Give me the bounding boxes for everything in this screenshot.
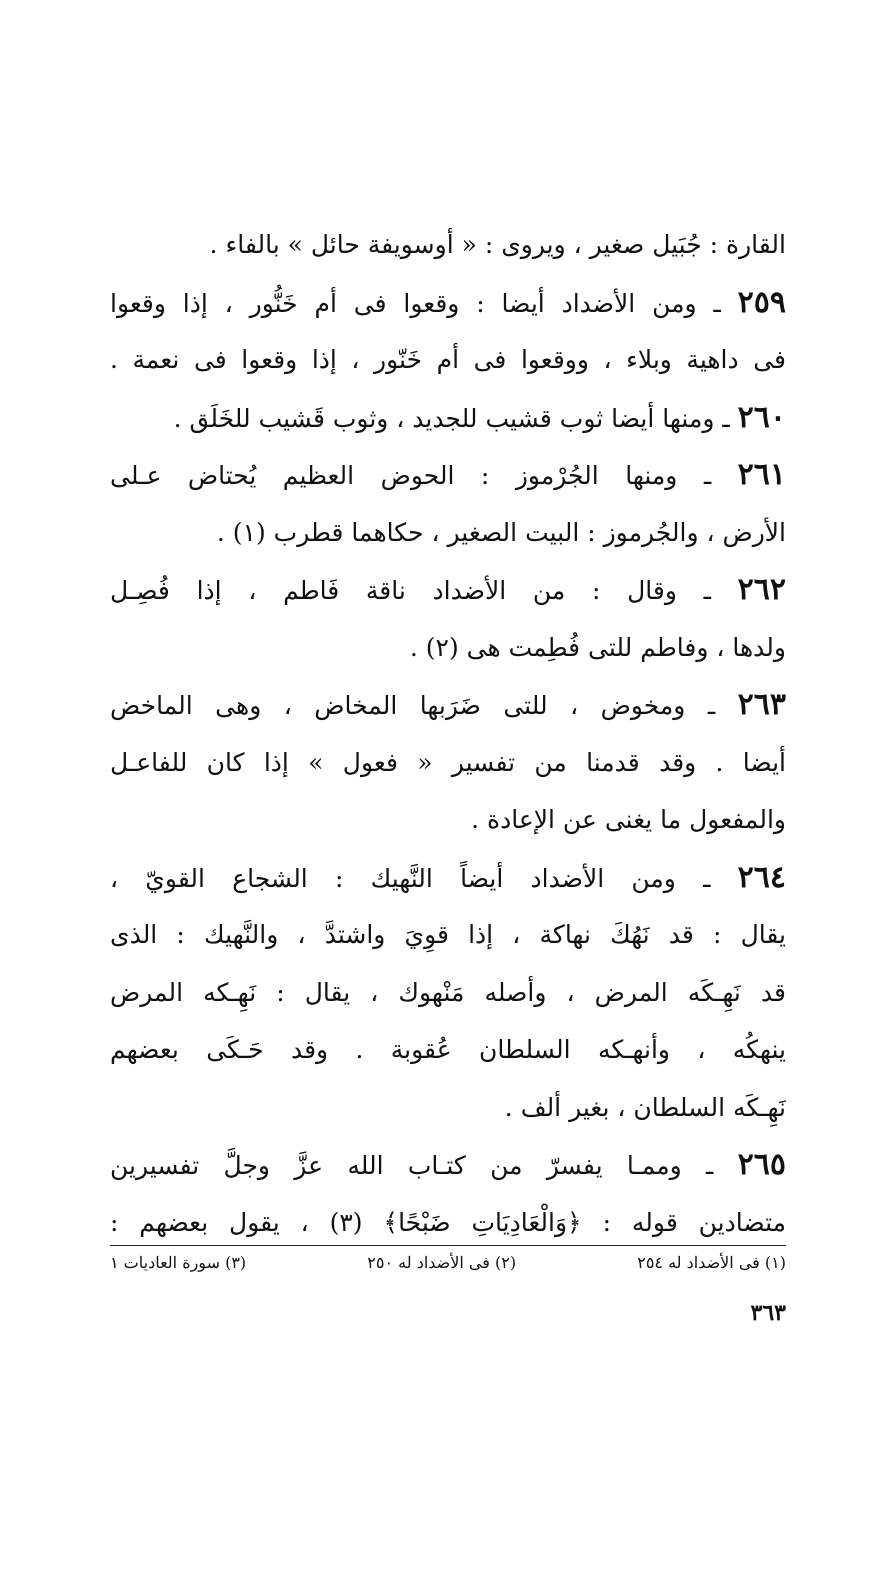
- text-line: [110, 849, 786, 907]
- line-text: نَهِـكَه السلطان ، بغير ألف .: [504, 1092, 786, 1122]
- footnote-3: (٣) سورة العاديات ١: [110, 1253, 247, 1272]
- line-text: ـ ومخوض ، للتى ضَرَبها المخاض ، وهى الماخض: [110, 691, 738, 720]
- text-line: [110, 274, 786, 332]
- line-text: الأرض ، والجُرموز : البيت الصغير ، حكاهما قطرب (١) .: [216, 517, 786, 547]
- line-text: أيضا . وقد قدمنا من تفسير « فعول » إذا كان للفاعـل: [110, 747, 786, 777]
- text-line: [110, 446, 786, 504]
- line-text: ـ ومنها أيضا ثوب قشيب للجديد ، وثوب قَشيب للخَلَق .: [173, 403, 738, 433]
- line-text: ـ وممـا يفسرّ من كتـاب الله عزَّ وجلَّ تفسيرين: [110, 1151, 738, 1180]
- line-text: ـ ومن الأضداد أيضاً النَّهيك : الشجاع القويّ ،: [110, 863, 738, 893]
- line-text: ـ ومنها الجُرْموز : الحوض العظيم يُحتاض عـلى: [110, 461, 738, 490]
- line-text: متضادين قوله : ﴿وَالْعَادِيَاتِ ضَبْحًا﴾ (٣) ، يقول بعضهم :: [110, 1207, 786, 1237]
- line-text: يقال : قد نَهُكَ نهاكة ، إذا قوِيَ واشتدَّ ، والنَّهيك : الذى: [110, 920, 786, 949]
- line-text: والمفعول ما يغنى عن الإعادة .: [471, 805, 786, 834]
- footnote-1: (١) فى الأضداد له ٢٥٤: [637, 1253, 786, 1272]
- text-line: [110, 676, 786, 734]
- text-line: [110, 906, 786, 964]
- page-number: ٣٦٣: [750, 1300, 786, 1326]
- entry-number: ٢٦١: [737, 457, 786, 492]
- text-line: [110, 1021, 786, 1079]
- footnotes: [110, 1250, 786, 1276]
- line-text: ينهكُه ، وأنهـكه السلطان عُقوبة . وقد حَـكَى بعضهم: [110, 1035, 786, 1064]
- text-line: [110, 791, 786, 849]
- text-line: [110, 561, 786, 619]
- line-text: ولدها ، وفاطم للتى فُطِمت هى (٢) .: [409, 632, 786, 662]
- text-line: [110, 734, 786, 792]
- line-text: قد نَهِـكَه المرض ، وأصله مَنْهوك ، يقال : نَهِـكه المرض: [110, 977, 786, 1007]
- entry-number: ٢٦٤: [737, 859, 786, 895]
- line-text: ـ وقال : من الأضداد ناقة فَاطم ، إذا فُصِـل: [110, 576, 738, 605]
- text-line: [110, 1136, 786, 1194]
- text-line: [110, 1194, 786, 1252]
- text-line: [110, 619, 786, 677]
- main-text: [110, 216, 786, 1251]
- entry-number: ٢٦٢: [737, 572, 786, 607]
- text-line: [110, 389, 786, 447]
- entry-number: ٢٥٩: [737, 284, 786, 320]
- entry-number: ٢٦٠: [737, 399, 786, 435]
- text-line: [110, 216, 786, 274]
- text-line: [110, 504, 786, 562]
- text-line: [110, 331, 786, 389]
- footnote-2: (٢) فى الأضداد له ٢٥٠: [367, 1253, 517, 1272]
- line-text: فى داهية وبلاء ، ووقعوا فى أم خَنّور ، إذا وقعوا فى نعمة .: [110, 345, 786, 374]
- text-line: [110, 1079, 786, 1137]
- entry-number: ٢٦٥: [737, 1147, 786, 1182]
- line-text: ـ ومن الأضداد أيضا : وقعوا فى أم خَنُّور ، إذا وقعوا: [110, 288, 738, 318]
- text-line: [110, 964, 786, 1022]
- line-text: القارة : جُبَيل صغير ، ويروى : « أوسويفة حائل » بالفاء .: [209, 230, 786, 259]
- entry-number: ٢٦٣: [737, 687, 786, 722]
- footnote-rule: [110, 1245, 786, 1246]
